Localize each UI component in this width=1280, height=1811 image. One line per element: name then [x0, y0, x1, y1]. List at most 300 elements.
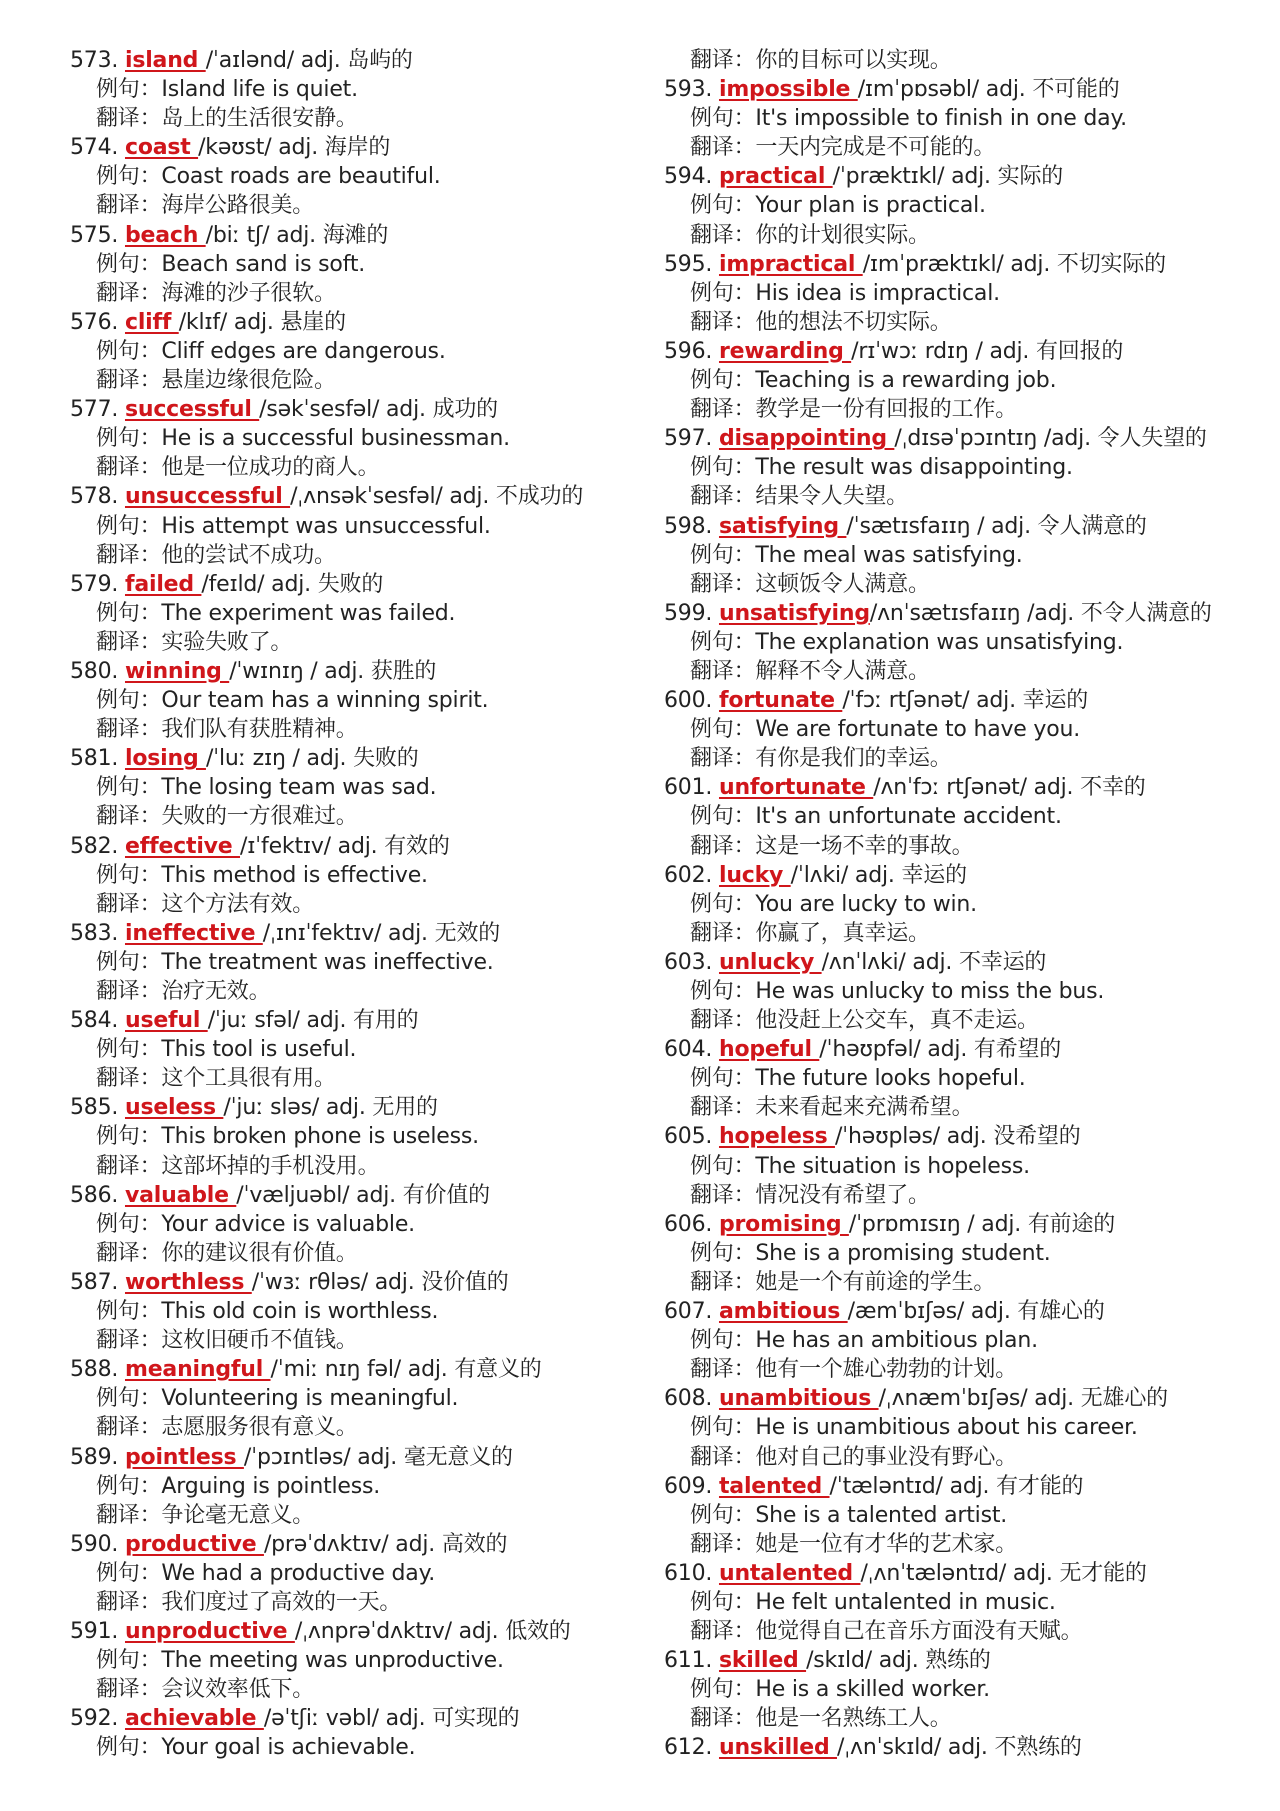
example-text: Volunteering is meaningful.: [161, 1386, 459, 1412]
translation-label: 翻译：: [96, 717, 162, 743]
example-label: 例句：: [96, 426, 162, 452]
translation-label: 翻译：: [96, 1328, 162, 1354]
translation-label: 翻译：: [690, 658, 756, 684]
vocab-entry-header: [70, 1268, 670, 1297]
headword: ineffective: [124, 920, 263, 946]
example-text: You are lucky to win.: [755, 891, 977, 917]
example-label: 例句：: [690, 1066, 756, 1092]
translation-label: 翻译：: [690, 1444, 756, 1470]
example-label: 例句：: [96, 338, 162, 364]
example-text: She is a promising student.: [755, 1240, 1051, 1266]
translation-text: 结果令人失望。: [755, 484, 909, 510]
translation-label: 翻译：: [690, 1269, 756, 1295]
headword: successful: [124, 397, 260, 423]
chinese-meaning: 不可能的: [1032, 77, 1120, 103]
phonetic-and-pos: /ɪˈfektɪv/ adj.: [240, 833, 378, 859]
entry-number: 574.: [70, 135, 119, 161]
phonetic-and-pos: /ɪmˈpɒsəbl/ adj.: [857, 77, 1026, 103]
translation-text: 他是一位成功的商人。: [161, 455, 380, 481]
example-label: 例句：: [690, 1240, 756, 1266]
headword: satisfying: [718, 513, 847, 539]
headword: meaningful: [124, 1357, 271, 1383]
translation-text: 一天内完成是不可能的。: [755, 135, 996, 161]
example-label: 例句：: [690, 804, 756, 830]
translation-text: 争论毫无意义。: [161, 1502, 315, 1528]
translation-line: [664, 395, 1264, 424]
entry-number: 603.: [664, 949, 713, 975]
vocab-entry-header: [70, 1093, 670, 1122]
example-sentence: [664, 1413, 1264, 1442]
example-sentence: [664, 541, 1264, 570]
chinese-meaning: 海滩的: [322, 222, 389, 248]
example-label: 例句：: [690, 1415, 756, 1441]
translation-text: 有你是我们的幸运。: [755, 746, 952, 772]
example-sentence: [70, 75, 670, 104]
translation-label: 翻译：: [690, 1706, 756, 1732]
headword: hopeless: [718, 1124, 835, 1150]
translation-line: [664, 1443, 1264, 1472]
translation-text: 岛上的生活很安静。: [161, 106, 358, 132]
translation-text: 你的目标可以实现。: [755, 48, 952, 73]
entry-number: 579.: [70, 571, 119, 597]
translation-line: [70, 453, 670, 482]
example-sentence: [70, 599, 670, 628]
example-text: This old coin is worthless.: [161, 1299, 439, 1325]
chinese-meaning: 成功的: [432, 397, 498, 423]
phonetic-and-pos: /ˈhəʊpləs/ adj.: [834, 1124, 987, 1150]
translation-label: 翻译：: [690, 746, 756, 772]
translation-text: 这顿饭令人满意。: [755, 571, 930, 597]
translation-line: [664, 657, 1264, 686]
phonetic-and-pos: /ˈjuː sfəl/ adj.: [207, 1008, 347, 1034]
headword: unlucky: [718, 949, 822, 975]
right-column: [664, 46, 1264, 1763]
translation-label: 翻译：: [690, 1531, 756, 1557]
vocab-entry-header: [664, 686, 1264, 715]
headword: unfortunate: [718, 775, 874, 801]
headword: hopeful: [718, 1037, 820, 1063]
example-sentence: [70, 861, 670, 890]
left-column: [70, 46, 670, 1763]
translation-text: 这个工具很有用。: [161, 1066, 336, 1092]
example-sentence: [70, 424, 670, 453]
translation-label: 翻译：: [96, 455, 162, 481]
example-label: 例句：: [690, 368, 756, 394]
headword: beach: [124, 222, 206, 248]
entry-number: 606.: [664, 1211, 713, 1237]
phonetic-and-pos: /ʌnˈsætɪsfaɪɪŋ /adj.: [869, 600, 1075, 626]
entry-number: 578.: [70, 484, 119, 510]
entry-number: 584.: [70, 1008, 119, 1034]
entry-number: 583.: [70, 920, 119, 946]
example-text: She is a talented artist.: [755, 1502, 1008, 1528]
example-sentence: [664, 191, 1264, 220]
example-label: 例句：: [96, 1211, 162, 1237]
chinese-meaning: 无用的: [372, 1095, 438, 1121]
vocab-entry-header: [664, 599, 1264, 628]
vocab-entry-header: [664, 948, 1264, 977]
translation-label: 翻译：: [690, 484, 756, 510]
entry-number: 600.: [664, 688, 713, 714]
vocab-entry-header: [70, 1617, 670, 1646]
chinese-meaning: 有效的: [384, 833, 450, 859]
entry-number: 591.: [70, 1619, 119, 1645]
translation-line: [70, 541, 670, 570]
translation-line: [70, 1413, 670, 1442]
vocab-entry-header: [70, 308, 670, 337]
example-sentence: [664, 1152, 1264, 1181]
chinese-meaning: 无才能的: [1059, 1560, 1147, 1586]
headword: impossible: [718, 77, 858, 103]
translation-line: [70, 890, 670, 919]
headword: productive: [124, 1531, 264, 1557]
example-sentence: [70, 250, 670, 279]
translation-text: 解释不令人满意。: [755, 658, 930, 684]
translation-text: 这是一场不幸的事故。: [755, 833, 974, 859]
chinese-meaning: 有意义的: [454, 1357, 542, 1383]
translation-line: [664, 1355, 1264, 1384]
translation-text: 这个方法有效。: [161, 891, 315, 917]
translation-label: 翻译：: [690, 1357, 756, 1383]
translation-line: [70, 279, 670, 308]
example-sentence: [664, 890, 1264, 919]
example-label: 例句：: [690, 1589, 756, 1615]
headword: promising: [718, 1211, 849, 1237]
example-label: 例句：: [96, 1299, 162, 1325]
entry-number: 582.: [70, 833, 119, 859]
translation-text: 治疗无效。: [161, 979, 271, 1004]
vocab-entry-header: [70, 1181, 670, 1210]
example-sentence: [70, 773, 670, 802]
example-text: Your advice is valuable.: [161, 1211, 415, 1237]
headword: pointless: [124, 1444, 244, 1470]
example-text: We are fortunate to have you.: [755, 717, 1081, 743]
example-sentence: [70, 162, 670, 191]
chinese-meaning: 实际的: [997, 164, 1064, 190]
headword: unproductive: [124, 1619, 295, 1645]
translation-text: 他没赶上公交车，真不走运。: [755, 1008, 1039, 1034]
translation-line: [664, 1268, 1264, 1297]
phonetic-and-pos: /feɪld/ adj.: [201, 571, 311, 597]
example-label: 例句：: [690, 1677, 756, 1703]
vocab-entry-header: [664, 1210, 1264, 1239]
example-text: Your goal is achievable.: [161, 1735, 416, 1761]
example-sentence: [664, 1501, 1264, 1530]
example-label: 例句：: [690, 891, 756, 917]
translation-text: 她是一个有前途的学生。: [755, 1269, 996, 1295]
translation-line: [70, 977, 670, 1006]
chinese-meaning: 幸运的: [901, 862, 967, 888]
translation-line: [664, 1617, 1264, 1646]
example-text: This broken phone is useless.: [161, 1124, 479, 1150]
vocab-entry-header: [70, 221, 670, 250]
entry-number: 577.: [70, 397, 119, 423]
entry-number: 607.: [664, 1299, 713, 1325]
translation-line: [70, 191, 670, 220]
translation-label: 翻译：: [96, 1066, 162, 1092]
chinese-meaning: 令人满意的: [1037, 513, 1147, 539]
phonetic-and-pos: /ˌɪnɪˈfektɪv/ adj.: [262, 920, 428, 946]
example-text: He has an ambitious plan.: [755, 1328, 1038, 1354]
entry-number: 596.: [664, 338, 713, 364]
translation-text: 这枚旧硬币不值钱。: [161, 1328, 358, 1354]
translation-label: 翻译：: [96, 542, 162, 568]
entry-number: 598.: [664, 513, 713, 539]
translation-line: [70, 1326, 670, 1355]
entry-number: 593.: [664, 77, 713, 103]
vocab-entry-header: [664, 512, 1264, 541]
headword: cliff: [124, 309, 179, 335]
entry-number: 608.: [664, 1386, 713, 1412]
translation-label: 翻译：: [96, 1153, 162, 1179]
translation-line: [664, 46, 1264, 75]
translation-label: 翻译：: [96, 891, 162, 917]
entry-number: 586.: [70, 1182, 119, 1208]
headword: winning: [124, 658, 230, 684]
example-sentence: [70, 1559, 670, 1588]
example-sentence: [664, 453, 1264, 482]
translation-line: [70, 366, 670, 395]
example-text: He is a successful businessman.: [161, 426, 510, 452]
entry-number: 588.: [70, 1357, 119, 1383]
example-sentence: [70, 1472, 670, 1501]
example-sentence: [70, 337, 670, 366]
phonetic-and-pos: /rɪˈwɔː rdɪŋ / adj.: [851, 338, 1030, 364]
headword: island: [124, 48, 206, 73]
example-label: 例句：: [690, 717, 756, 743]
translation-label: 翻译：: [96, 280, 162, 306]
headword: impractical: [718, 251, 863, 277]
example-text: Island life is quiet.: [161, 77, 358, 103]
example-text: This tool is useful.: [161, 1037, 357, 1063]
example-text: The treatment was ineffective.: [161, 949, 494, 975]
translation-label: 翻译：: [96, 368, 162, 394]
vocab-entry-header: [664, 337, 1264, 366]
chinese-meaning: 悬崖的: [280, 309, 346, 335]
example-label: 例句：: [690, 542, 756, 568]
phonetic-and-pos: /səkˈsesfəl/ adj.: [259, 397, 426, 423]
vocab-entry-header: [664, 861, 1264, 890]
translation-text: 志愿服务很有意义。: [161, 1415, 358, 1441]
example-text: The result was disappointing.: [755, 455, 1073, 481]
example-text: He is a skilled worker.: [755, 1677, 990, 1703]
example-label: 例句：: [690, 629, 756, 655]
chinese-meaning: 不成功的: [495, 484, 584, 510]
phonetic-and-pos: /ʌnˈlʌki/ adj.: [821, 949, 953, 975]
chinese-meaning: 有雄心的: [1017, 1299, 1105, 1325]
translation-line: [70, 1588, 670, 1617]
example-text: The explanation was unsatisfying.: [755, 629, 1124, 655]
headword: coast: [124, 135, 199, 161]
example-label: 例句：: [690, 1328, 756, 1354]
translation-label: 翻译：: [96, 193, 162, 219]
translation-text: 海岸公路很美。: [161, 193, 315, 219]
translation-label: 翻译：: [690, 309, 756, 335]
translation-text: 他对自己的事业没有野心。: [755, 1444, 1018, 1470]
translation-text: 你的建议很有价值。: [161, 1240, 358, 1266]
entry-number: 581.: [70, 746, 119, 772]
translation-text: 我们队有获胜精神。: [161, 717, 358, 743]
vocab-entry-header: [664, 773, 1264, 802]
phonetic-and-pos: /ˈvæljuəbl/ adj.: [236, 1182, 396, 1208]
vocab-entry-header: [664, 250, 1264, 279]
example-text: Arguing is pointless.: [161, 1473, 381, 1499]
example-label: 例句：: [96, 600, 162, 626]
translation-line: [664, 1093, 1264, 1122]
vocab-entry-header: [70, 570, 670, 599]
example-sentence: [70, 1297, 670, 1326]
chinese-meaning: 熟练的: [925, 1648, 991, 1674]
translation-label: 翻译：: [96, 804, 162, 830]
example-label: 例句：: [96, 251, 162, 277]
vocab-entry-header: [70, 46, 670, 75]
phonetic-and-pos: /skɪld/ adj.: [806, 1648, 919, 1674]
example-text: It's impossible to finish in one day.: [755, 106, 1127, 132]
chinese-meaning: 失败的: [317, 571, 384, 597]
example-sentence: [664, 1588, 1264, 1617]
example-label: 例句：: [96, 1560, 162, 1586]
entry-number: 573.: [70, 48, 119, 73]
example-text: The experiment was failed.: [161, 600, 456, 626]
example-text: Teaching is a rewarding job.: [755, 368, 1057, 394]
example-sentence: [664, 1239, 1264, 1268]
vocab-entry-header: [70, 832, 670, 861]
chinese-meaning: 有用的: [353, 1008, 419, 1034]
translation-text: 他觉得自己在音乐方面没有天赋。: [755, 1619, 1083, 1645]
translation-label: 翻译：: [690, 222, 756, 248]
example-label: 例句：: [96, 1648, 162, 1674]
vocab-entry-header: [664, 1646, 1264, 1675]
example-label: 例句：: [690, 1502, 756, 1528]
example-label: 例句：: [96, 513, 162, 539]
headword: fortunate: [718, 688, 843, 714]
example-label: 例句：: [96, 775, 162, 801]
entry-number: 602.: [664, 862, 713, 888]
headword: worthless: [124, 1269, 252, 1295]
translation-label: 翻译：: [96, 1415, 162, 1441]
chinese-meaning: 不切实际的: [1056, 251, 1166, 277]
example-sentence: [70, 686, 670, 715]
vocab-entry-header: [70, 1704, 670, 1733]
chinese-meaning: 幸运的: [1022, 688, 1089, 714]
example-text: We had a productive day.: [161, 1560, 436, 1586]
example-sentence: [664, 366, 1264, 395]
phonetic-and-pos: /ˈpɔɪntləs/ adj.: [243, 1444, 398, 1470]
headword: ambitious: [718, 1299, 848, 1325]
headword: untalented: [718, 1560, 861, 1586]
translation-label: 翻译：: [96, 106, 162, 132]
vocab-entry-header: [70, 1443, 670, 1472]
chinese-meaning: 没希望的: [993, 1124, 1081, 1150]
example-label: 例句：: [96, 164, 162, 190]
chinese-meaning: 不幸的: [1080, 775, 1146, 801]
translation-line: [664, 744, 1264, 773]
phonetic-and-pos: /biː tʃ/ adj.: [205, 222, 316, 248]
translation-label: 翻译：: [96, 1677, 162, 1703]
vocab-entry-header: [664, 1297, 1264, 1326]
chinese-meaning: 有价值的: [402, 1182, 490, 1208]
phonetic-and-pos: /ˈprɒmɪsɪŋ / adj.: [848, 1211, 1022, 1237]
example-text: Beach sand is soft.: [161, 251, 366, 277]
phonetic-and-pos: /ˈlʌki/ adj.: [790, 862, 895, 888]
example-text: The meal was satisfying.: [755, 542, 1023, 568]
example-sentence: [70, 1210, 670, 1239]
translation-line: [664, 482, 1264, 511]
phonetic-and-pos: /ˌʌnprəˈdʌktɪv/ adj.: [294, 1619, 499, 1645]
vocab-entry-header: [70, 482, 670, 511]
vocab-entry-header: [664, 1472, 1264, 1501]
chinese-meaning: 海岸的: [324, 135, 391, 161]
chinese-meaning: 有希望的: [973, 1037, 1062, 1063]
headword: failed: [124, 571, 202, 597]
vocab-entry-header: [70, 1355, 670, 1384]
translation-line: [664, 308, 1264, 337]
entry-number: 580.: [70, 658, 119, 684]
phonetic-and-pos: /ʌnˈfɔː rtʃənət/ adj.: [873, 775, 1074, 801]
chinese-meaning: 无雄心的: [1080, 1386, 1168, 1412]
vocab-entry-header: [70, 657, 670, 686]
example-label: 例句：: [96, 862, 162, 888]
phonetic-and-pos: /æmˈbɪʃəs/ adj.: [847, 1299, 1011, 1325]
phonetic-and-pos: /ˈtæləntɪd/ adj.: [829, 1473, 990, 1499]
example-label: 例句：: [690, 455, 756, 481]
example-label: 例句：: [96, 1386, 162, 1412]
example-sentence: [70, 1733, 670, 1762]
example-sentence: [70, 1035, 670, 1064]
translation-text: 你的计划很实际。: [755, 222, 930, 248]
phonetic-and-pos: /ˈpræktɪkl/ adj.: [832, 164, 991, 190]
phonetic-and-pos: /prəˈdʌktɪv/ adj.: [263, 1531, 436, 1557]
translation-line: [70, 715, 670, 744]
vocab-entry-header: [664, 1384, 1264, 1413]
chinese-meaning: 令人失望的: [1097, 426, 1207, 452]
example-label: 例句：: [690, 280, 756, 306]
phonetic-and-pos: /ˈsætɪsfaɪɪŋ / adj.: [846, 513, 1031, 539]
entry-number: 587.: [70, 1269, 119, 1295]
headword: unambitious: [718, 1386, 879, 1412]
example-text: The situation is hopeless.: [755, 1153, 1030, 1179]
translation-text: 他的想法不切实际。: [755, 309, 952, 335]
example-text: Cliff edges are dangerous.: [161, 338, 446, 364]
translation-text: 失败的一方很难过。: [161, 804, 358, 830]
translation-text: 这部坏掉的手机没用。: [161, 1153, 380, 1179]
example-text: The meeting was unproductive.: [161, 1648, 504, 1674]
example-label: 例句：: [690, 979, 756, 1004]
phonetic-and-pos: /ˈwɪnɪŋ / adj.: [229, 658, 365, 684]
translation-text: 教学是一份有回报的工作。: [755, 397, 1018, 423]
phonetic-and-pos: /ɪmˈpræktɪkl/ adj.: [862, 251, 1051, 277]
phonetic-and-pos: /klɪf/ adj.: [178, 309, 274, 335]
example-sentence: [70, 512, 670, 541]
example-label: 例句：: [96, 77, 162, 103]
translation-line: [70, 1501, 670, 1530]
example-sentence: [70, 1122, 670, 1151]
vocab-entry-header: [70, 919, 670, 948]
example-sentence: [664, 977, 1264, 1006]
chinese-meaning: 可实现的: [432, 1706, 520, 1732]
phonetic-and-pos: /ˌʌnæmˈbɪʃəs/ adj.: [878, 1386, 1074, 1412]
entry-number: 612.: [664, 1735, 713, 1761]
translation-text: 你赢了，真幸运。: [755, 920, 930, 946]
entry-number: 605.: [664, 1124, 713, 1150]
translation-line: [70, 1675, 670, 1704]
phonetic-and-pos: /ˌʌnsəkˈsesfəl/ adj.: [290, 484, 490, 510]
example-text: The future looks hopeful.: [755, 1066, 1026, 1092]
phonetic-and-pos: /ˈhəʊpfəl/ adj.: [819, 1037, 968, 1063]
headword: disappointing: [718, 426, 895, 452]
headword: useless: [124, 1095, 224, 1121]
translation-text: 海滩的沙子很软。: [161, 280, 336, 306]
